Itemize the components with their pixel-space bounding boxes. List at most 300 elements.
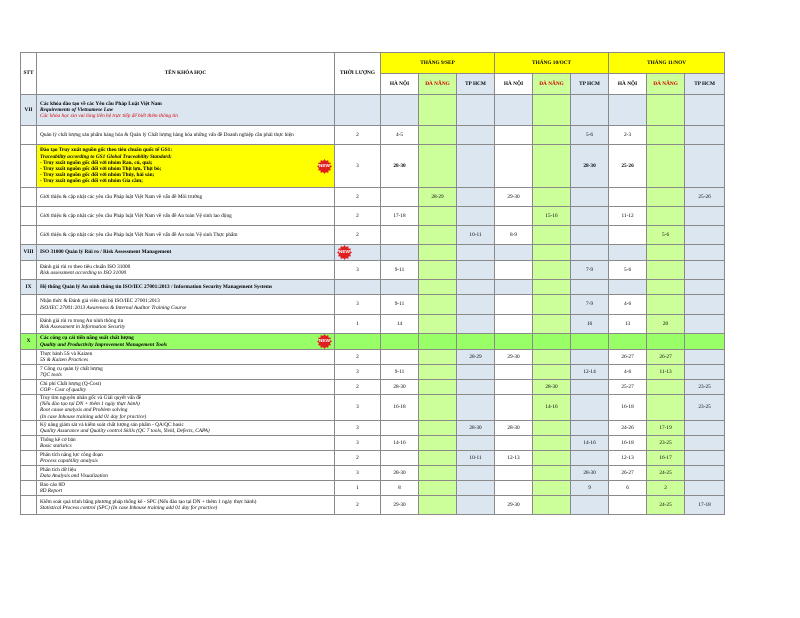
course-name-line: ISO 31000 Quản lý Rủi ro / Risk Assessment Management	[40, 249, 172, 256]
schedule-cell	[647, 395, 685, 421]
header-month-nov: THÁNG 11/NOV	[609, 53, 725, 74]
schedule-cell	[495, 480, 533, 495]
schedule-cell	[533, 245, 571, 261]
duration-cell: 1	[335, 315, 381, 334]
header-city-danang: ĐÀ NẴNG	[419, 74, 457, 95]
schedule-cell: 28-30	[571, 465, 609, 480]
course-row	[21, 465, 725, 480]
course-name-cell	[37, 207, 335, 226]
schedule-cell	[647, 126, 685, 145]
schedule-cell	[685, 245, 725, 261]
course-name-line: Các khóa đào tạo về các Yêu cầu Pháp Luật Việt Nam	[40, 100, 162, 107]
new-badge	[317, 334, 332, 349]
schedule-cell	[495, 334, 533, 350]
course-name-line: Hệ thống Quản lý An ninh thông tin ISO/IEC 27001:2013 / Information Security Management Systems	[40, 283, 273, 290]
schedule-cell	[647, 334, 685, 350]
schedule-cell: 14-16	[381, 435, 419, 450]
schedule-cell: 23-25	[647, 435, 685, 450]
schedule-cell	[533, 420, 571, 435]
schedule-cell: 4-5	[381, 126, 419, 145]
schedule-cell	[533, 365, 571, 380]
course-name-cell	[37, 365, 335, 380]
duration-cell	[335, 95, 381, 126]
duration-cell: 2	[335, 207, 381, 226]
schedule-cell	[457, 435, 495, 450]
schedule-cell: 12-13	[609, 450, 647, 465]
schedule-cell: 12-13	[495, 450, 533, 465]
course-name-wrap	[40, 422, 332, 434]
schedule-cell	[381, 420, 419, 435]
schedule-cell	[533, 95, 571, 126]
schedule-cell: 9-11	[381, 295, 419, 315]
course-name-cell	[37, 226, 335, 245]
course-name-wrap	[40, 452, 332, 464]
course-name-line: (Nếu đào tạo tại DN + thêm 1 ngày thực hành)	[40, 401, 140, 408]
course-name-line: 7QC tools	[40, 372, 62, 378]
stt-cell	[21, 126, 37, 145]
course-name-line: Nhận thức & Đánh giá viên nội bộ ISO/IEC 27001:2013	[40, 298, 160, 305]
schedule-cell	[457, 261, 495, 280]
schedule-cell	[533, 280, 571, 295]
table-body	[21, 95, 725, 515]
stt-cell	[21, 350, 37, 365]
course-name-line: Giới thiệu & cập nhật các yêu cầu Pháp luật Việt Nam về vấn đề An toàn Vệ sinh Thực phẩm	[40, 231, 238, 238]
schedule-cell	[533, 450, 571, 465]
schedule-cell: 9-11	[381, 261, 419, 280]
header-stt: STT	[21, 53, 37, 95]
duration-cell: 2	[335, 450, 381, 465]
schedule-cell: 28-29	[457, 350, 495, 365]
duration-cell: 3	[335, 465, 381, 480]
schedule-cell: 23-25	[685, 395, 725, 421]
schedule-cell: 25-26	[685, 188, 725, 207]
course-row	[21, 380, 725, 395]
course-name-cell	[37, 380, 335, 395]
schedule-cell: 16	[571, 315, 609, 334]
course-name-text	[40, 264, 130, 276]
schedule-cell: 11-13	[647, 365, 685, 380]
schedule-cell	[609, 95, 647, 126]
new-badge	[317, 159, 332, 174]
course-name-line: Giới thiệu & cập nhật các yêu cầu Pháp luật Việt Nam về vấn đề An toàn Vệ sinh lao động	[40, 212, 232, 219]
course-name-cell	[37, 245, 335, 261]
course-name-line: Root cause analysis and Problem solving	[40, 407, 128, 414]
course-name-line: Đào tạo Truy xuất nguồn gốc theo tiêu chuẩn quốc tế GS1:	[40, 147, 173, 154]
training-schedule-table	[20, 52, 725, 515]
course-name-wrap	[40, 132, 332, 138]
schedule-cell	[419, 145, 457, 188]
course-name-line: Risk assessment according to ISO 31000	[40, 270, 127, 276]
course-name-line: Đánh giá rủi ro trong An ninh thông tin	[40, 317, 124, 324]
schedule-cell	[419, 435, 457, 450]
duration-cell: 2	[335, 495, 381, 514]
schedule-cell	[419, 207, 457, 226]
schedule-cell	[457, 295, 495, 315]
duration-cell: 3	[335, 295, 381, 315]
course-row	[21, 495, 725, 514]
header-city-hanoi: HÀ NỘI	[381, 74, 419, 95]
course-row	[21, 315, 725, 334]
schedule-cell	[609, 188, 647, 207]
schedule-cell	[457, 95, 495, 126]
schedule-cell: 12-14	[571, 365, 609, 380]
schedule-cell	[381, 334, 419, 350]
schedule-cell	[495, 280, 533, 295]
schedule-cell	[533, 465, 571, 480]
schedule-cell	[533, 226, 571, 245]
schedule-cell	[457, 395, 495, 421]
schedule-cell: 5-6	[571, 126, 609, 145]
schedule-cell: 28-30	[381, 380, 419, 395]
course-name-cell	[37, 395, 335, 421]
course-row	[21, 435, 725, 450]
stt-cell	[21, 495, 37, 514]
schedule-cell: 14-16	[571, 435, 609, 450]
schedule-cell	[419, 450, 457, 465]
schedule-cell: 26-27	[647, 350, 685, 365]
course-row	[21, 261, 725, 280]
course-name-line: Truy tìm nguyên nhân gốc và Giải quyết vấn đề	[40, 395, 142, 401]
course-name-line: - Truy xuất nguồn gốc đối với nhóm Gia cầm;	[40, 178, 143, 185]
schedule-cell	[609, 495, 647, 514]
schedule-cell	[647, 280, 685, 295]
course-name-line: (In case Inhouse training add 01 day for practice)	[40, 413, 147, 420]
schedule-cell	[419, 315, 457, 334]
course-row	[21, 207, 725, 226]
schedule-cell	[685, 280, 725, 295]
schedule-cell: 16-18	[381, 395, 419, 421]
schedule-cell	[457, 126, 495, 145]
schedule-cell: 9	[571, 480, 609, 495]
schedule-cell: 24-25	[647, 495, 685, 514]
schedule-cell	[571, 380, 609, 395]
schedule-cell	[571, 495, 609, 514]
schedule-cell: 2-3	[609, 126, 647, 145]
schedule-cell: 8	[381, 480, 419, 495]
course-name-line: Thực hành 5S và Kaizen	[40, 350, 93, 357]
schedule-cell: 8-9	[495, 226, 533, 245]
new-badge-label: NEW	[318, 339, 331, 344]
duration-cell: 3	[335, 420, 381, 435]
schedule-cell: 15-16	[533, 207, 571, 226]
schedule-cell	[495, 315, 533, 334]
course-name-text	[40, 249, 171, 255]
course-row	[21, 145, 725, 188]
course-name-wrap	[40, 499, 332, 511]
schedule-cell: 16-18	[609, 395, 647, 421]
schedule-cell	[381, 95, 419, 126]
schedule-cell: 25-26	[609, 145, 647, 188]
schedule-cell	[495, 435, 533, 450]
course-name-line: 5S & Kaizen Practices	[40, 357, 89, 363]
schedule-cell	[685, 420, 725, 435]
schedule-cell: 28-30	[381, 145, 419, 188]
schedule-cell	[647, 145, 685, 188]
schedule-cell	[533, 261, 571, 280]
course-name-text	[40, 452, 103, 464]
schedule-cell	[419, 295, 457, 315]
schedule-cell: 17-19	[647, 420, 685, 435]
schedule-cell	[533, 480, 571, 495]
course-row	[21, 365, 725, 380]
schedule-cell	[495, 380, 533, 395]
course-name-cell	[37, 145, 335, 188]
new-badge-label: NEW	[338, 250, 351, 255]
schedule-cell: 5-6	[647, 226, 685, 245]
schedule-cell: 29-30	[495, 495, 533, 514]
schedule-cell	[495, 145, 533, 188]
schedule-cell	[419, 380, 457, 395]
course-name-wrap	[40, 318, 332, 330]
course-name-cell	[37, 295, 335, 315]
stt-cell	[21, 207, 37, 226]
schedule-cell	[419, 350, 457, 365]
schedule-cell: 7-9	[571, 295, 609, 315]
schedule-cell: 10-11	[457, 226, 495, 245]
schedule-cell	[571, 95, 609, 126]
course-name-text	[40, 194, 202, 200]
course-name-text	[40, 467, 108, 479]
header-row-months	[21, 53, 725, 74]
schedule-cell	[457, 365, 495, 380]
stt-cell: IX	[21, 280, 37, 295]
schedule-cell: 26-27	[609, 465, 647, 480]
stt-cell: VIII	[21, 245, 37, 261]
schedule-cell	[685, 295, 725, 315]
duration-cell: 2	[335, 350, 381, 365]
schedule-cell	[533, 315, 571, 334]
course-name-wrap	[40, 381, 332, 393]
schedule-cell	[457, 380, 495, 395]
course-name-wrap	[40, 101, 332, 120]
course-name-wrap	[40, 334, 332, 349]
schedule-cell	[647, 245, 685, 261]
schedule-cell	[419, 495, 457, 514]
stt-cell	[21, 315, 37, 334]
schedule-cell	[685, 350, 725, 365]
course-name-wrap	[40, 213, 332, 219]
course-name-cell	[37, 334, 335, 350]
schedule-cell	[609, 245, 647, 261]
course-name-line: Traceability according to GS1 Global Traceability Standard:	[40, 153, 172, 160]
schedule-cell	[419, 126, 457, 145]
course-row	[21, 350, 725, 365]
schedule-cell	[419, 334, 457, 350]
schedule-cell	[419, 280, 457, 295]
schedule-cell	[495, 207, 533, 226]
course-name-line: 8D Report	[40, 487, 63, 494]
course-name-wrap	[40, 351, 332, 363]
course-name-line: Basic statistics	[40, 442, 72, 449]
schedule-cell	[685, 315, 725, 334]
schedule-cell	[685, 226, 725, 245]
schedule-cell	[419, 226, 457, 245]
schedule-cell	[571, 350, 609, 365]
header-city-hcm: TP HCM	[457, 74, 495, 95]
stt-cell	[21, 450, 37, 465]
schedule-cell: 9-11	[381, 365, 419, 380]
stt-cell	[21, 380, 37, 395]
duration-cell: 2	[335, 126, 381, 145]
schedule-cell	[419, 365, 457, 380]
schedule-cell: 28-29	[419, 188, 457, 207]
section-row	[21, 280, 725, 295]
schedule-cell: 29-30	[495, 350, 533, 365]
schedule-cell	[533, 126, 571, 145]
course-name-line: - Truy xuất nguồn gốc đối với nhóm Thủy, hải sản;	[40, 172, 155, 179]
schedule-cell	[571, 450, 609, 465]
course-name-line: Giới thiệu & cập nhật các yêu cầu Pháp luật Việt Nam về vấn đề Môi trường	[40, 193, 203, 200]
schedule-cell: 28-30	[571, 145, 609, 188]
course-name-line: 7 Công cụ quản lý chất lượng	[40, 365, 103, 372]
schedule-cell	[571, 188, 609, 207]
course-name-wrap	[40, 467, 332, 479]
course-name-text	[40, 351, 92, 363]
course-name-line: Thống kê cơ bản	[40, 436, 76, 443]
schedule-cell: 25-27	[609, 380, 647, 395]
schedule-cell	[571, 245, 609, 261]
course-name-line: Báo cáo 8D	[40, 481, 66, 488]
stt-cell	[21, 480, 37, 495]
schedule-cell: 7-9	[571, 261, 609, 280]
course-name-line: Đánh giá rủi ro theo tiêu chuẩn ISO 31000	[40, 263, 131, 270]
course-name-line: Data Analysis and Visualization	[40, 472, 108, 479]
schedule-cell	[457, 245, 495, 261]
stt-cell	[21, 226, 37, 245]
course-row	[21, 295, 725, 315]
header-month-sep: THÁNG 9/SEP	[381, 53, 495, 74]
schedule-cell	[495, 126, 533, 145]
course-name-line: Chi phí Chất lượng (Q-Cost)	[40, 380, 101, 387]
schedule-cell: 11-12	[609, 207, 647, 226]
schedule-cell	[685, 95, 725, 126]
duration-cell: 3	[335, 145, 381, 188]
schedule-cell	[457, 495, 495, 514]
schedule-cell	[495, 261, 533, 280]
course-name-cell	[37, 95, 335, 126]
schedule-cell	[533, 435, 571, 450]
schedule-cell	[571, 420, 609, 435]
course-name-line: - Truy xuất nguồn gốc đối với nhóm Thịt lợn, Thịt bò;	[40, 166, 162, 172]
course-name-wrap	[40, 147, 332, 184]
course-name-wrap	[40, 232, 332, 238]
schedule-cell: 24-25	[647, 465, 685, 480]
schedule-cell	[495, 245, 533, 261]
course-name-wrap	[40, 482, 332, 494]
schedule-cell	[419, 245, 457, 261]
new-badge-label: NEW	[318, 163, 331, 169]
stt-cell	[21, 395, 37, 421]
course-name-text	[40, 318, 125, 330]
course-name-wrap	[40, 395, 332, 420]
schedule-cell	[381, 280, 419, 295]
schedule-cell: 26-27	[609, 350, 647, 365]
stt-cell	[21, 188, 37, 207]
course-name-line: Kỹ năng giám sát và kiểm soát chất lượng sản phẩm - QA/QC basic	[40, 421, 184, 428]
header-course-name: TÊN KHÓA HỌC	[37, 53, 335, 95]
schedule-cell	[419, 420, 457, 435]
schedule-cell: 16-17	[647, 450, 685, 465]
header-city-danang: ĐÀ NẴNG	[647, 74, 685, 95]
schedule-cell	[647, 188, 685, 207]
schedule-cell	[647, 261, 685, 280]
course-name-line: Phân tích năng lực công đoạn	[40, 451, 103, 458]
schedule-cell	[457, 334, 495, 350]
course-name-text	[40, 366, 103, 378]
duration-cell	[335, 245, 381, 261]
schedule-cell: 5-6	[609, 261, 647, 280]
course-name-cell	[37, 315, 335, 334]
course-name-line: COP - Cost of quality	[40, 387, 87, 393]
schedule-cell	[533, 350, 571, 365]
section-row	[21, 245, 725, 261]
schedule-cell	[609, 280, 647, 295]
schedule-cell	[419, 465, 457, 480]
header-duration: THỜI LƯỢNG	[335, 53, 381, 95]
schedule-cell: 28-30	[381, 465, 419, 480]
course-row	[21, 188, 725, 207]
schedule-cell	[685, 480, 725, 495]
schedule-cell	[381, 350, 419, 365]
schedule-cell: 20	[647, 315, 685, 334]
schedule-cell: 6	[609, 480, 647, 495]
course-name-line: Statistical Process control (SPC) (In case Inhouse training add 01 day for practice)	[40, 504, 218, 511]
schedule-cell	[457, 315, 495, 334]
course-name-line: Kiểm soát quá trình bằng phương pháp thống kê - SPC (Nếu đào tạo tại DN + thêm 1 ngày thực hành)	[40, 498, 257, 505]
schedule-cell	[457, 188, 495, 207]
schedule-cell: 28-30	[495, 420, 533, 435]
stt-cell	[21, 420, 37, 435]
course-name-line: Requirements of Vietnamese Law	[40, 106, 114, 113]
stt-cell	[21, 365, 37, 380]
duration-cell: 1	[335, 480, 381, 495]
schedule-cell	[571, 334, 609, 350]
schedule-cell	[533, 334, 571, 350]
course-name-cell	[37, 450, 335, 465]
course-name-line: Các công cụ cải tiến năng suất chất lượng	[40, 335, 134, 342]
schedule-cell: 24-26	[609, 420, 647, 435]
schedule-cell	[571, 280, 609, 295]
duration-cell: 2	[335, 380, 381, 395]
course-name-text	[40, 335, 167, 347]
course-name-cell	[37, 188, 335, 207]
schedule-cell: 17-18	[381, 207, 419, 226]
stt-cell	[21, 465, 37, 480]
course-name-text	[40, 422, 210, 434]
course-name-wrap	[40, 298, 332, 310]
course-name-text	[40, 147, 172, 184]
schedule-cell	[533, 495, 571, 514]
course-row	[21, 420, 725, 435]
stt-cell	[21, 295, 37, 315]
schedule-cell: 16-18	[609, 435, 647, 450]
stt-cell	[21, 145, 37, 188]
course-name-cell	[37, 280, 335, 295]
header-city-hcm: TP HCM	[685, 74, 725, 95]
section-row	[21, 334, 725, 350]
section-row	[21, 95, 725, 126]
schedule-cell	[419, 95, 457, 126]
schedule-cell: 14-16	[533, 395, 571, 421]
course-name-cell	[37, 350, 335, 365]
stt-cell: VII	[21, 95, 37, 126]
course-name-line: Phân tích dữ liệu	[40, 466, 76, 473]
course-name-text	[40, 499, 256, 511]
schedule-cell: 29-30	[381, 495, 419, 514]
duration-cell	[335, 334, 381, 350]
schedule-cell: 28-30	[533, 380, 571, 395]
schedule-cell	[647, 380, 685, 395]
